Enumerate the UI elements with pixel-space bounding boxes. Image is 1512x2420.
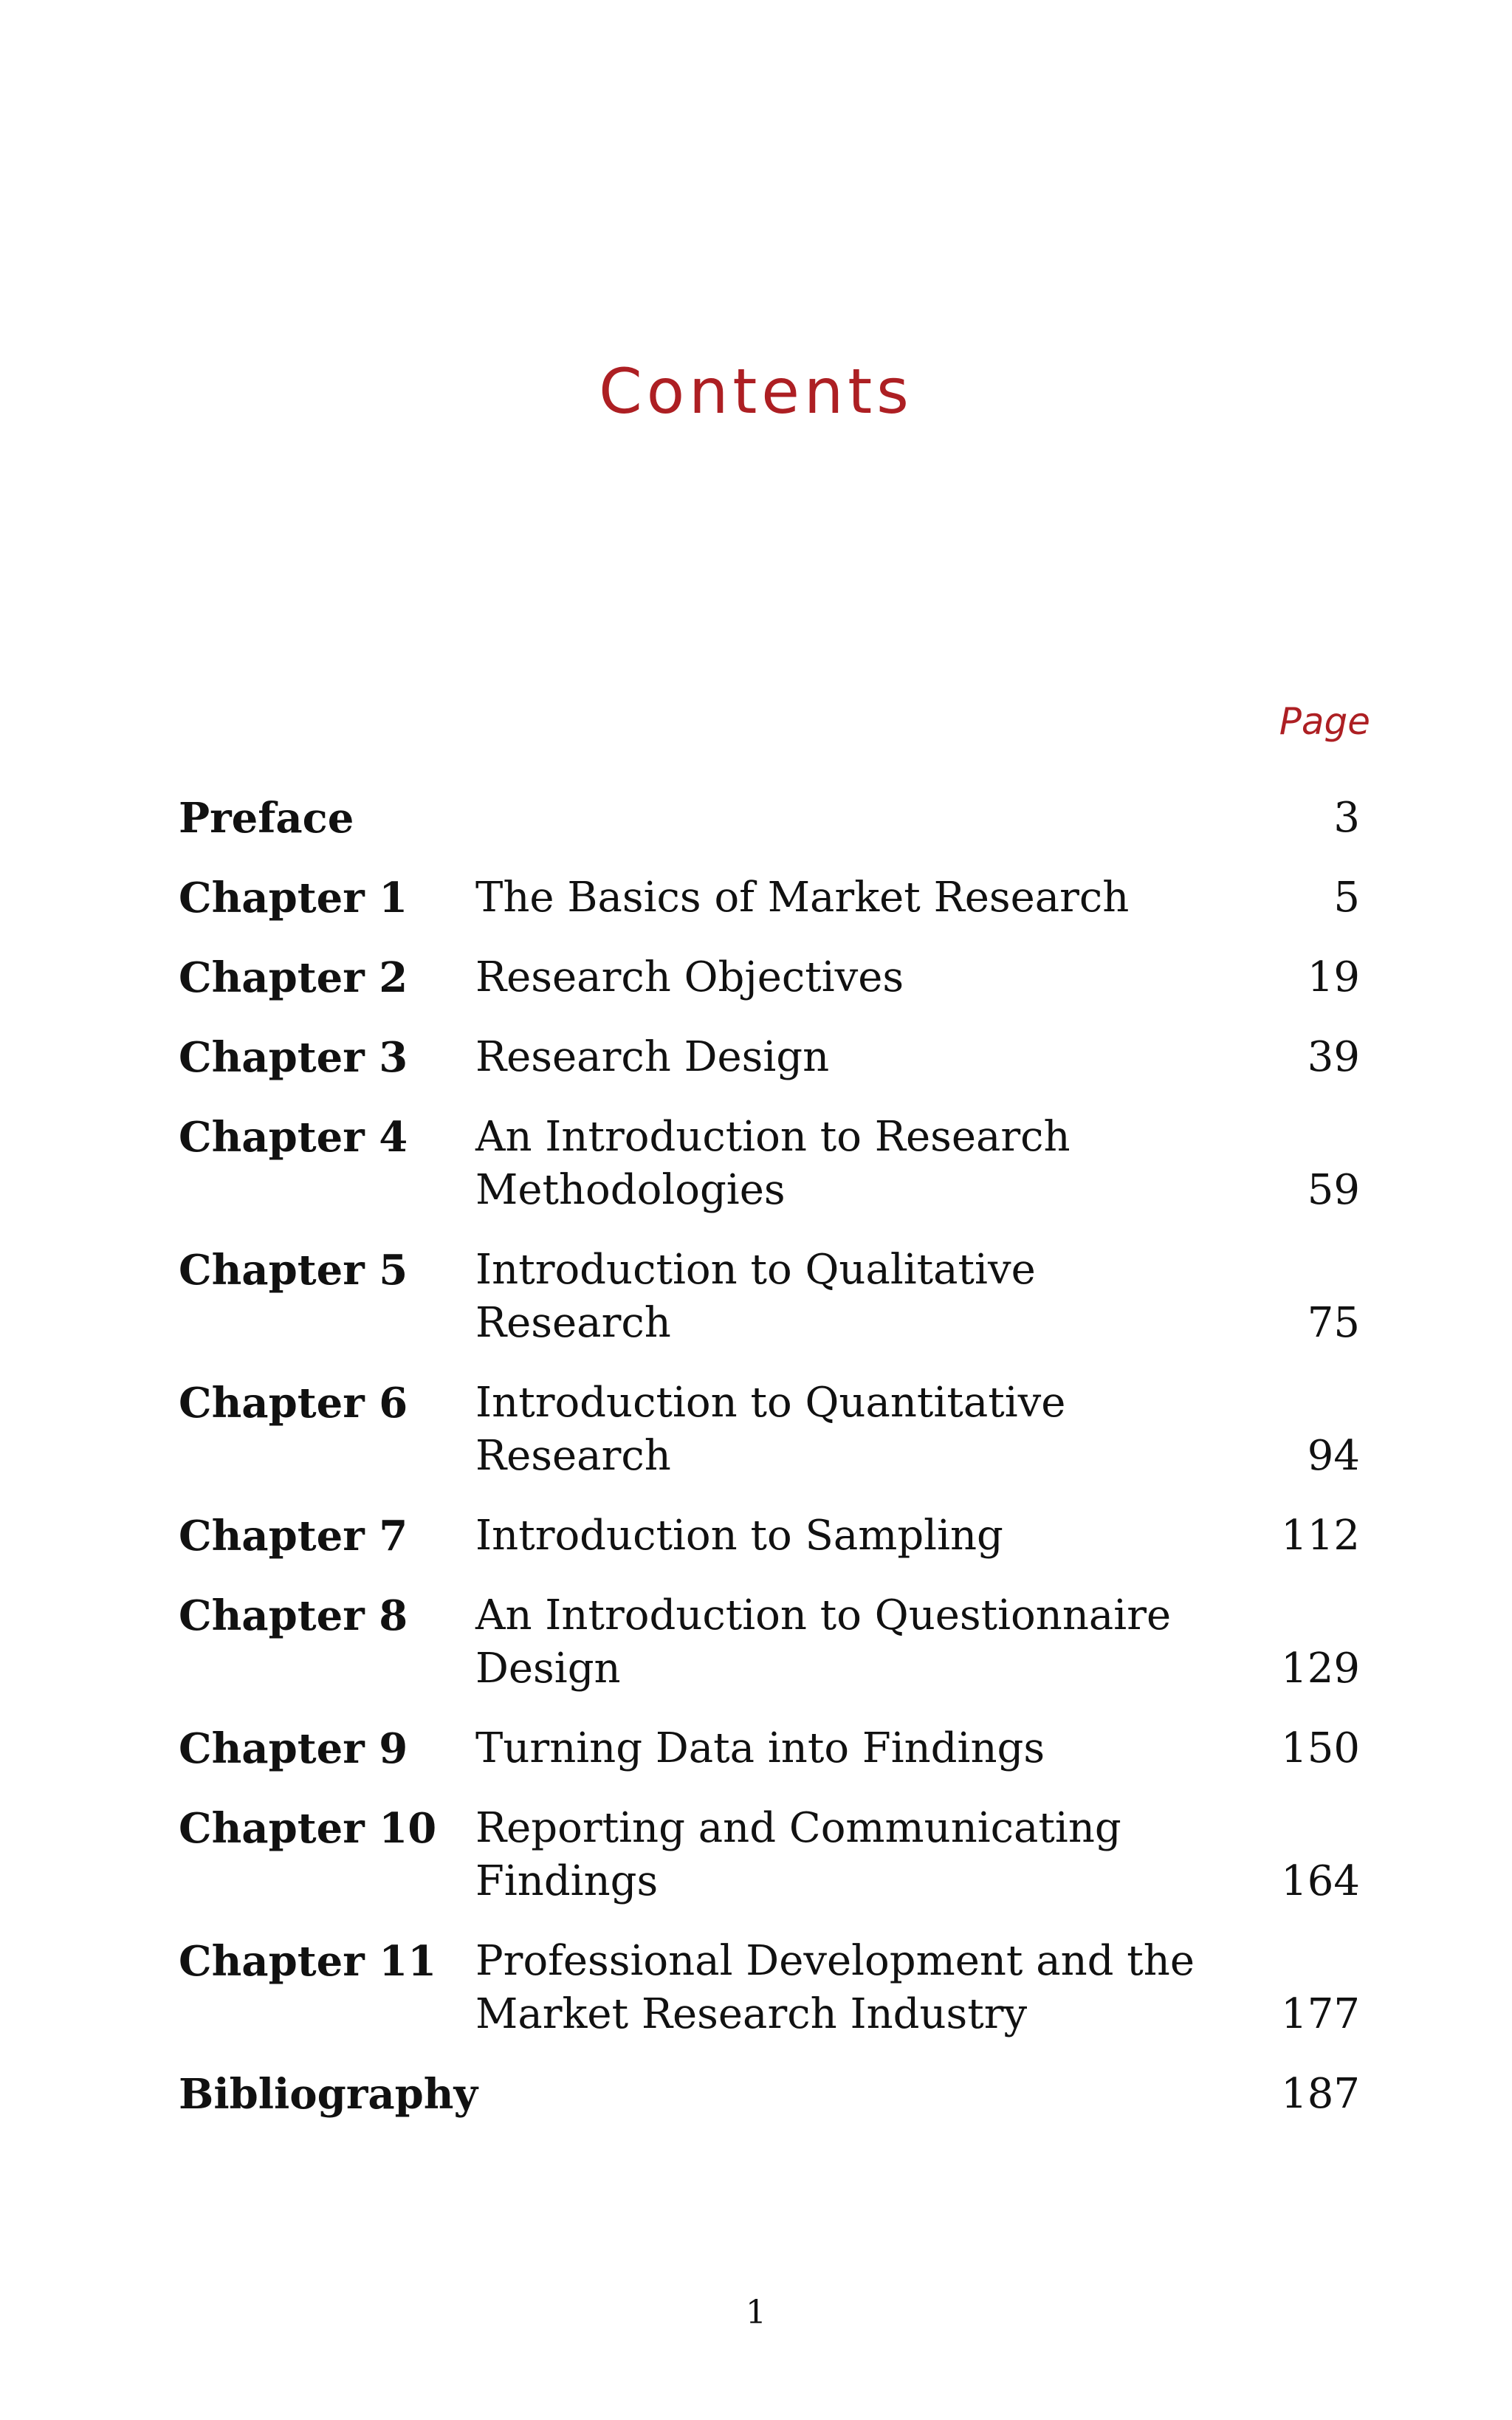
entry-page-number: 150 xyxy=(1281,1724,1360,1772)
toc-entry-chapter-11[interactable] xyxy=(179,1935,1360,2041)
entry-page-number: 94 xyxy=(1307,1432,1360,1480)
entry-page-number: 187 xyxy=(1281,2070,1360,2118)
toc-entry-chapter-5[interactable] xyxy=(179,1244,1360,1350)
toc-entry-chapter-2[interactable] xyxy=(179,951,1360,1004)
entry-label: Preface xyxy=(179,794,354,843)
entry-title: Turning Data into Findings xyxy=(475,1724,1045,1772)
toc-entry-chapter-9[interactable] xyxy=(179,1722,1360,1775)
entry-page-number: 75 xyxy=(1307,1299,1360,1347)
toc-entry-chapter-4[interactable] xyxy=(179,1111,1360,1217)
entry-title: The Basics of Market Research xyxy=(475,874,1130,922)
entry-label: Chapter 1 xyxy=(179,874,408,922)
entry-label: Chapter 9 xyxy=(179,1724,408,1773)
entry-label: Chapter 5 xyxy=(179,1246,408,1295)
entry-title: Professional Development and the Market Research Industry xyxy=(475,1937,1195,2038)
entry-title: Research Design xyxy=(475,1033,830,1081)
entry-title: An Introduction to Questionnaire Design xyxy=(475,1591,1172,1693)
entry-label: Chapter 10 xyxy=(179,1804,437,1853)
entry-label: Chapter 4 xyxy=(179,1113,408,1162)
toc-entry-chapter-3[interactable] xyxy=(179,1031,1360,1084)
entry-label: Chapter 6 xyxy=(179,1379,408,1427)
toc-entry-preface[interactable] xyxy=(179,792,1360,845)
page-column-label: Page xyxy=(1279,700,1370,743)
page-folio: 1 xyxy=(746,2294,766,2331)
entry-label: Chapter 8 xyxy=(179,1591,408,1640)
toc-list xyxy=(179,792,1360,2148)
entry-title: Reporting and Communicating Findings xyxy=(475,1804,1121,1905)
toc-entry-chapter-1[interactable] xyxy=(179,871,1360,925)
entry-label: Chapter 7 xyxy=(179,1512,408,1560)
toc-entry-chapter-7[interactable] xyxy=(179,1509,1360,1563)
contents-heading: Contents xyxy=(599,355,913,428)
toc-entry-chapter-6[interactable] xyxy=(179,1377,1360,1483)
toc-entry-bibliography[interactable] xyxy=(179,2068,1360,2121)
entry-title: Introduction to Sampling xyxy=(475,1512,1003,1560)
entry-page-number: 129 xyxy=(1281,1645,1360,1693)
entry-page-number: 19 xyxy=(1307,953,1360,1001)
entry-label: Bibliography xyxy=(179,2070,478,2119)
entry-label: Chapter 11 xyxy=(179,1937,437,1986)
entry-title: Introduction to Qualitative Research xyxy=(475,1246,1036,1347)
entry-page-number: 164 xyxy=(1281,1857,1360,1905)
entry-title: Research Objectives xyxy=(475,953,904,1001)
entry-label: Chapter 2 xyxy=(179,953,408,1002)
entry-page-number: 3 xyxy=(1333,794,1360,842)
entry-page-number: 59 xyxy=(1307,1166,1360,1214)
entry-label: Chapter 3 xyxy=(179,1033,408,1082)
entry-title: An Introduction to Research Methodologies xyxy=(475,1113,1071,1214)
toc-entry-chapter-10[interactable] xyxy=(179,1802,1360,1908)
toc-entry-chapter-8[interactable] xyxy=(179,1589,1360,1696)
entry-page-number: 39 xyxy=(1307,1033,1360,1081)
entry-page-number: 177 xyxy=(1281,1990,1360,2038)
entry-title: Introduction to Quantitative Research xyxy=(475,1379,1066,1480)
entry-page-number: 112 xyxy=(1281,1512,1360,1560)
entry-page-number: 5 xyxy=(1333,874,1360,922)
